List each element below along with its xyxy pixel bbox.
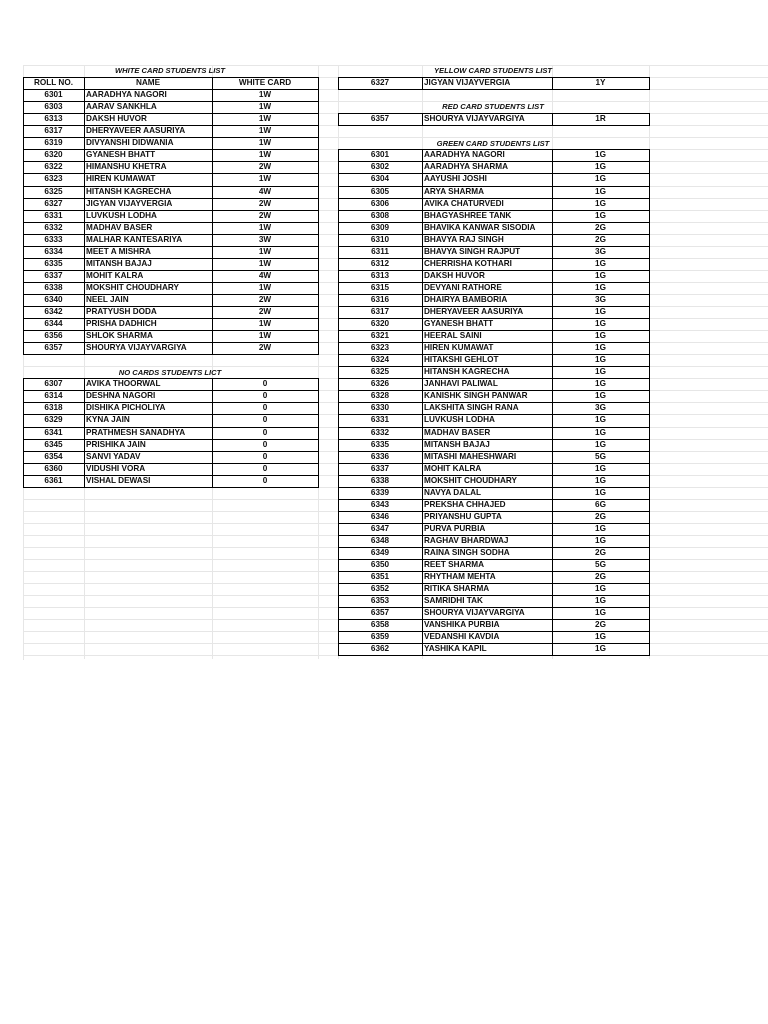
green-card-row-card: 1G: [595, 162, 606, 172]
green-card-row-roll-no: 6310: [370, 234, 390, 244]
green-card-row-name: HEERAL SAINI: [424, 331, 482, 341]
white-card-row-name: MITANSH BAJAJ: [86, 258, 152, 268]
green-card-row-name: CHERRISHA KOTHARI: [424, 258, 512, 268]
white-card-row-card: 2W: [258, 162, 272, 172]
white-card-row-roll-no: 6317: [44, 126, 63, 136]
no-cards-row-name: SANVI YADAV: [86, 451, 141, 461]
green-card-row-roll-no: 6316: [370, 294, 390, 304]
green-card-row-name: LAKSHITA SINGH RANA: [424, 403, 519, 413]
no-cards-row-roll-no: 6341: [44, 427, 63, 437]
green-card-row-card: 1G: [595, 608, 606, 618]
green-card-row-name: DEVYANI RATHORE: [424, 282, 502, 292]
red-card-row-card: 1R: [595, 114, 606, 124]
no-cards-row-roll-no: 6314: [44, 391, 63, 401]
no-cards-row-roll-no: 6318: [44, 403, 63, 413]
green-card-row-name: RHYTHAM MEHTA: [424, 572, 496, 582]
white-card-row-name: PRISHA DADHICH: [86, 319, 157, 329]
green-card-row-roll-no: 6335: [370, 439, 390, 449]
white-card-row-name: MALHAR KANTESARIYA: [86, 234, 183, 244]
white-card-row-roll-no: 6313: [44, 114, 63, 124]
green-card-row-name: YASHIKA KAPIL: [424, 644, 487, 654]
green-card-row-roll-no: 6309: [370, 222, 390, 232]
white-card-row-card: 2W: [258, 198, 272, 208]
green-card-row-name: REET SHARMA: [424, 560, 485, 570]
green-card-row-name: KANISHK SINGH PANWAR: [424, 391, 528, 401]
green-card-row-card: 1G: [595, 379, 606, 389]
white-card-row-name: AARADHYA NAGORI: [86, 90, 167, 100]
no-cards-row-name: PRATHMESH SANADHYA: [86, 427, 186, 437]
no-cards-row-roll-no: 6361: [44, 475, 63, 485]
white-card-row-roll-no: 6322: [44, 162, 63, 172]
red-card-row-name: SHOURYA VIJAYVARGIYA: [424, 114, 525, 124]
white-card-row-card: 1W: [258, 246, 272, 256]
green-card-row-card: 3G: [595, 246, 606, 256]
green-card-row-card: 2G: [595, 548, 606, 557]
green-card-row-roll-no: 6362: [370, 644, 390, 654]
green-card-row-name: AAYUSHI JOSHI: [424, 174, 487, 184]
white-card-row-roll-no: 6332: [44, 222, 63, 232]
green-card-row-roll-no: 6336: [370, 451, 390, 461]
green-card-row-card: 1G: [595, 584, 606, 594]
white-card-row-roll-no: 6333: [44, 234, 63, 244]
green-card-row-card: 1G: [595, 198, 606, 208]
green-card-row-card: 3G: [595, 294, 606, 304]
green-card-row-card: 1G: [595, 475, 606, 485]
green-card-row-card: 2G: [595, 620, 606, 630]
white-card-row-name: MEET A MISHRA: [86, 246, 151, 256]
green-card-row-roll-no: 6304: [370, 174, 390, 184]
green-card-row-card: 3G: [595, 403, 606, 413]
no-cards-row-roll-no: 6354: [44, 451, 63, 461]
green-card-row-roll-no: 6357: [370, 608, 390, 618]
white-card-row-name: HITANSH KAGRECHA: [86, 186, 172, 196]
green-card-row-card: 2G: [595, 572, 606, 582]
green-card-row-name: PURVA PURBIA: [424, 523, 486, 533]
green-card-row-name: MADHAV BASER: [424, 427, 491, 437]
green-card-row-name: VEDANSHI KAVDIA: [424, 632, 500, 642]
green-card-row-roll-no: 6349: [370, 548, 390, 557]
white-card-row-roll-no: 6342: [44, 307, 63, 316]
green-card-row-roll-no: 6328: [370, 391, 390, 401]
green-card-row-name: ARYA SHARMA: [424, 186, 485, 196]
no-cards-row-roll-no: 6360: [44, 463, 63, 473]
green-card-row-card: 1G: [595, 439, 606, 449]
green-card-row-name: BHAVYA SINGH RAJPUT: [424, 246, 521, 256]
green-card-row-name: SHOURYA VIJAYVARGIYA: [424, 608, 525, 618]
green-card-row-name: HITAKSHI GEHLOT: [424, 355, 499, 365]
white-card-row-card: 1W: [258, 90, 272, 100]
yellow-card-row-roll-no: 6327: [370, 78, 390, 88]
green-card-row-roll-no: 6358: [370, 620, 390, 630]
white-card-row-card: 2W: [258, 307, 272, 316]
green-card-row-name: JANHAVI PALIWAL: [424, 379, 498, 389]
white-card-row-card: 1W: [258, 331, 272, 341]
green-card-row-card: 1G: [595, 210, 606, 220]
green-card-row-card: 1G: [595, 319, 606, 329]
no-cards-row-card: 0: [262, 403, 268, 413]
white-card-row-card: 2W: [258, 210, 272, 220]
no-cards-row-name: VISHAL DEWASI: [86, 475, 151, 485]
white-card-row-name: MOHIT KALRA: [86, 270, 144, 280]
white-card-row-card: 1W: [258, 258, 272, 268]
green-card-row-name: RITIKA SHARMA: [424, 584, 490, 594]
white-card-row-roll-no: 6335: [44, 258, 63, 268]
green-card-row-card: 5G: [595, 560, 606, 570]
white-card-row-card: 4W: [258, 186, 272, 196]
no-cards-title: NO CARDS STUDENTS LICT: [118, 368, 222, 377]
green-card-row-card: 1G: [595, 355, 606, 365]
green-card-row-card: 1G: [595, 270, 606, 280]
no-cards-row-card: 0: [262, 391, 268, 401]
white-card-row-card: 1W: [258, 114, 272, 124]
white-card-row-roll-no: 6319: [44, 138, 63, 148]
green-card-row-roll-no: 6339: [370, 487, 390, 497]
white-card-row-name: DAKSH HUVOR: [86, 114, 147, 124]
green-card-row-roll-no: 6330: [370, 403, 390, 413]
green-card-row-name: PRIYANSHU GUPTA: [424, 511, 502, 521]
white-card-row-name: HIMANSHU KHETRA: [86, 162, 167, 172]
green-card-row-name: BHAGYASHREE TANK: [424, 210, 512, 220]
white-card-row-card: 1W: [258, 126, 272, 136]
white-card-row-roll-no: 6331: [44, 210, 63, 220]
white-card-row-roll-no: 6334: [44, 246, 63, 256]
no-cards-row-name: DISHIKA PICHOLIYA: [86, 403, 166, 413]
white-card-row-card: 1W: [258, 138, 272, 148]
white-card-row-name: GYANESH BHATT: [86, 150, 156, 160]
green-card-row-card: 1G: [595, 150, 606, 160]
white-card-row-roll-no: 6320: [44, 150, 63, 160]
red-card-title: RED CARD STUDENTS LIST: [442, 102, 544, 111]
white-card-row-roll-no: 6344: [44, 319, 63, 329]
green-card-row-roll-no: 6351: [370, 572, 390, 582]
green-card-row-card: 2G: [595, 234, 606, 244]
header-roll-no: ROLL NO.: [34, 78, 73, 87]
green-card-title: GREEN CARD STUDENTS LIST: [436, 139, 550, 148]
no-cards-row-card: 0: [262, 439, 268, 449]
green-card-row-name: RAGHAV BHARDWAJ: [424, 535, 509, 545]
green-card-row-name: MOHIT KALRA: [424, 463, 482, 473]
green-card-row-roll-no: 6321: [370, 331, 390, 341]
green-card-row-name: PREKSHA CHHAJED: [424, 499, 506, 509]
no-cards-row-card: 0: [262, 475, 268, 485]
green-card-row-card: 1G: [595, 367, 606, 377]
white-card-row-roll-no: 6323: [44, 174, 63, 184]
green-card-row-roll-no: 6331: [370, 415, 390, 425]
green-card-row-card: 2G: [595, 511, 606, 521]
green-card-row-name: BHAVYA RAJ SINGH: [424, 234, 504, 244]
no-cards-row-roll-no: 6307: [44, 379, 63, 389]
white-card-row-name: SHOURYA VIJAYVARGIYA: [86, 343, 187, 353]
green-card-row-card: 1G: [595, 535, 606, 545]
green-card-row-name: NAVYA DALAL: [424, 487, 482, 497]
no-cards-row-card: 0: [262, 463, 268, 473]
no-cards-row-card: 0: [262, 427, 268, 437]
green-card-row-roll-no: 6311: [371, 246, 389, 256]
green-card-row-roll-no: 6350: [370, 560, 390, 570]
green-card-row-card: 1G: [595, 487, 606, 497]
white-card-row-card: 2W: [258, 343, 272, 353]
green-card-row-roll-no: 6313: [370, 270, 390, 280]
green-card-row-roll-no: 6306: [370, 198, 390, 208]
green-card-row-name: LUVKUSH LODHA: [424, 415, 495, 425]
green-card-row-name: SAMRIDHI TAK: [424, 596, 483, 606]
white-card-row-roll-no: 6301: [44, 90, 63, 100]
white-card-row-name: HIREN KUMAWAT: [86, 174, 156, 184]
green-card-row-name: AARADHYA NAGORI: [424, 150, 505, 160]
white-card-row-roll-no: 6340: [44, 294, 63, 304]
white-card-row-roll-no: 6303: [44, 102, 63, 112]
no-cards-row-roll-no: 6329: [44, 415, 63, 425]
white-card-row-name: AARAV SANKHLA: [86, 102, 157, 112]
green-card-row-card: 1G: [595, 596, 606, 606]
green-card-row-roll-no: 6337: [370, 463, 390, 473]
green-card-row-name: HITANSH KAGRECHA: [424, 367, 510, 377]
yellow-card-row-card: 1Y: [595, 78, 606, 88]
green-card-row-roll-no: 6346: [370, 511, 390, 521]
yellow-card-title: YELLOW CARD STUDENTS LIST: [433, 66, 553, 75]
yellow-card-row-name: JIGYAN VIJAYVERGIA: [424, 78, 511, 88]
white-card-row-card: 1W: [258, 150, 272, 160]
green-card-row-card: 1G: [595, 523, 606, 533]
green-card-row-name: RAINA SINGH SODHA: [424, 548, 510, 557]
white-card-row-roll-no: 6325: [44, 186, 63, 196]
white-card-row-name: SHLOK SHARMA: [86, 331, 153, 341]
green-card-row-card: 1G: [595, 415, 606, 425]
green-card-row-name: DHAIRYA BAMBORIA: [424, 294, 508, 304]
white-card-row-card: 3W: [258, 234, 272, 244]
green-card-row-name: HIREN KUMAWAT: [424, 343, 494, 353]
white-card-row-roll-no: 6337: [44, 270, 63, 280]
no-cards-row-card: 0: [262, 379, 268, 389]
white-card-row-name: LUVKUSH LODHA: [86, 210, 157, 220]
green-card-row-roll-no: 6308: [370, 210, 390, 220]
green-card-row-card: 1G: [595, 258, 606, 268]
green-card-row-card: 1G: [595, 331, 606, 341]
white-card-title: WHITE CARD STUDENTS LIST: [114, 66, 226, 75]
white-card-row-card: 4W: [258, 270, 272, 280]
green-card-row-roll-no: 6323: [370, 343, 390, 353]
green-card-row-roll-no: 6325: [370, 367, 390, 377]
white-card-row-name: DHERYAVEER AASURIYA: [86, 126, 186, 136]
green-card-row-card: 1G: [595, 343, 606, 353]
green-card-row-name: MOKSHIT CHOUDHARY: [424, 475, 517, 485]
green-card-row-name: BHAVIKA KANWAR SISODIA: [424, 222, 536, 232]
green-card-row-roll-no: 6343: [370, 499, 390, 509]
green-card-row-roll-no: 6338: [370, 475, 390, 485]
green-card-row-card: 1G: [595, 174, 606, 184]
green-card-row-roll-no: 6302: [370, 162, 390, 172]
green-card-row-card: 1G: [595, 282, 606, 292]
green-card-row-roll-no: 6320: [370, 319, 390, 329]
green-card-row-card: 1G: [595, 391, 606, 401]
green-card-row-name: MITANSH BAJAJ: [424, 439, 490, 449]
white-card-row-name: MADHAV BASER: [86, 222, 153, 232]
green-card-row-name: AVIKA CHATURVEDI: [424, 198, 504, 208]
header-name: NAME: [135, 78, 161, 87]
green-card-row-roll-no: 6312: [370, 258, 390, 268]
white-card-row-card: 2W: [258, 294, 272, 304]
green-card-row-roll-no: 6326: [370, 379, 390, 389]
green-card-row-roll-no: 6348: [370, 535, 390, 545]
white-card-row-card: 1W: [258, 319, 272, 329]
green-card-row-roll-no: 6359: [370, 632, 390, 642]
no-cards-row-name: VIDUSHI VORA: [86, 463, 146, 473]
green-card-row-card: 1G: [595, 307, 606, 316]
white-card-row-roll-no: 6357: [44, 343, 63, 353]
white-card-row-name: PRATYUSH DODA: [86, 307, 157, 316]
header-white-card: WHITE CARD: [238, 78, 292, 87]
white-card-row-roll-no: 6356: [44, 331, 63, 341]
green-card-row-roll-no: 6353: [370, 596, 390, 606]
no-cards-row-card: 0: [262, 415, 268, 425]
white-card-row-roll-no: 6338: [44, 282, 63, 292]
no-cards-row-name: DESHNA NAGORI: [86, 391, 156, 401]
green-card-row-roll-no: 6332: [370, 427, 390, 437]
red-card-row-roll-no: 6357: [370, 114, 390, 124]
white-card-row-card: 1W: [258, 222, 272, 232]
green-card-row-name: MITASHI MAHESHWARI: [424, 451, 517, 461]
green-card-row-name: DAKSH HUVOR: [424, 270, 485, 280]
green-card-row-name: DHERYAVEER AASURIYA: [424, 307, 524, 316]
white-card-row-card: 1W: [258, 282, 272, 292]
green-card-row-roll-no: 6352: [370, 584, 390, 594]
no-cards-row-name: AVIKA THOORWAL: [86, 379, 161, 389]
green-card-row-card: 2G: [595, 222, 606, 232]
green-card-row-card: 1G: [595, 186, 606, 196]
white-card-row-name: NEEL JAIN: [86, 294, 129, 304]
green-card-row-roll-no: 6305: [370, 186, 390, 196]
white-card-row-name: JIGYAN VIJAYVERGIA: [86, 198, 173, 208]
white-card-row-card: 1W: [258, 174, 272, 184]
white-card-row-roll-no: 6327: [44, 198, 63, 208]
green-card-row-card: 6G: [595, 499, 606, 509]
green-card-row-roll-no: 6347: [370, 523, 390, 533]
green-card-row-roll-no: 6317: [370, 307, 390, 316]
no-cards-row-card: 0: [262, 451, 268, 461]
green-card-row-name: VANSHIKA PURBIA: [424, 620, 500, 630]
no-cards-row-name: PRISHIKA JAIN: [86, 439, 146, 449]
green-card-row-card: 1G: [595, 644, 606, 654]
white-card-row-name: DIVYANSHI DIDWANIA: [86, 138, 174, 148]
green-card-row-card: 5G: [595, 451, 606, 461]
no-cards-row-roll-no: 6345: [44, 439, 63, 449]
green-card-row-card: 1G: [595, 632, 606, 642]
no-cards-row-name: KYNA JAIN: [86, 415, 130, 425]
green-card-row-roll-no: 6324: [370, 355, 390, 365]
green-card-row-name: AARADHYA SHARMA: [424, 162, 509, 172]
green-card-row-roll-no: 6301: [370, 150, 390, 160]
green-card-row-card: 1G: [595, 427, 606, 437]
green-card-row-card: 1G: [595, 463, 606, 473]
white-card-row-name: MOKSHIT CHOUDHARY: [86, 282, 179, 292]
white-card-row-card: 1W: [258, 102, 272, 112]
green-card-row-name: GYANESH BHATT: [424, 319, 494, 329]
green-card-row-roll-no: 6315: [370, 282, 390, 292]
